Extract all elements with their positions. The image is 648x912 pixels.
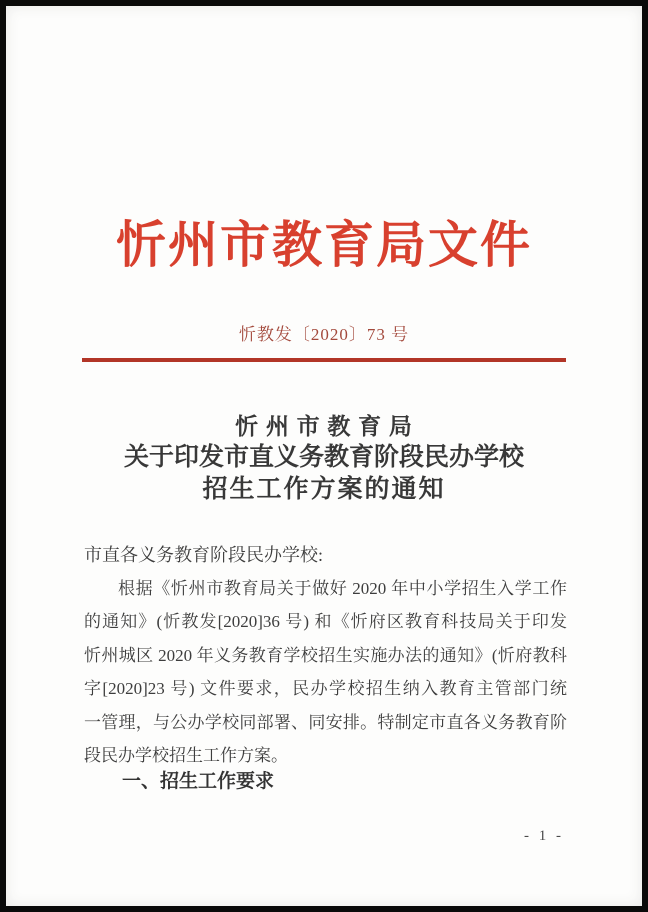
salutation: 市直各义务教育阶段民办学校:: [84, 545, 323, 565]
doc-title-line-2: 关于印发市直义务教育阶段民办学校: [123, 444, 524, 471]
body-paragraph: [84, 572, 567, 772]
document-title: [6, 412, 642, 506]
paragraph-line: 根据《忻州市教育局关于做好 2020 年中小学招生入学工作: [118, 579, 567, 598]
paragraph-line: 段民办学校招生工作方案。: [84, 746, 288, 766]
paragraph-line: 字[2020]23 号) 文件要求，民办学校招生纳入教育主管部门统: [84, 679, 567, 699]
paragraph-line: 的通知》(忻教发[2020]36 号) 和《忻府区教育科技局关于印发: [84, 612, 567, 632]
doc-title-line-3: 招生工作方案的通知: [202, 476, 446, 503]
section-heading: 一、招生工作要求: [122, 771, 275, 792]
doc-title-line-1: 忻 州 市 教 育 局: [235, 414, 413, 439]
document-page: [6, 6, 642, 906]
page-number: - 1 -: [524, 828, 564, 844]
paragraph-line: 忻州城区 2020 年义务教育学校招生实施办法的通知》(忻府教科: [84, 645, 567, 665]
document-number: 忻教发〔2020〕73 号: [238, 325, 410, 344]
paragraph-line: 一管理，与公办学校同部署、同安排。特制定市直各义务教育阶: [84, 712, 567, 732]
agency-banner-title: 忻州市教育局文件: [116, 217, 532, 273]
red-separator-rule: [82, 358, 566, 362]
